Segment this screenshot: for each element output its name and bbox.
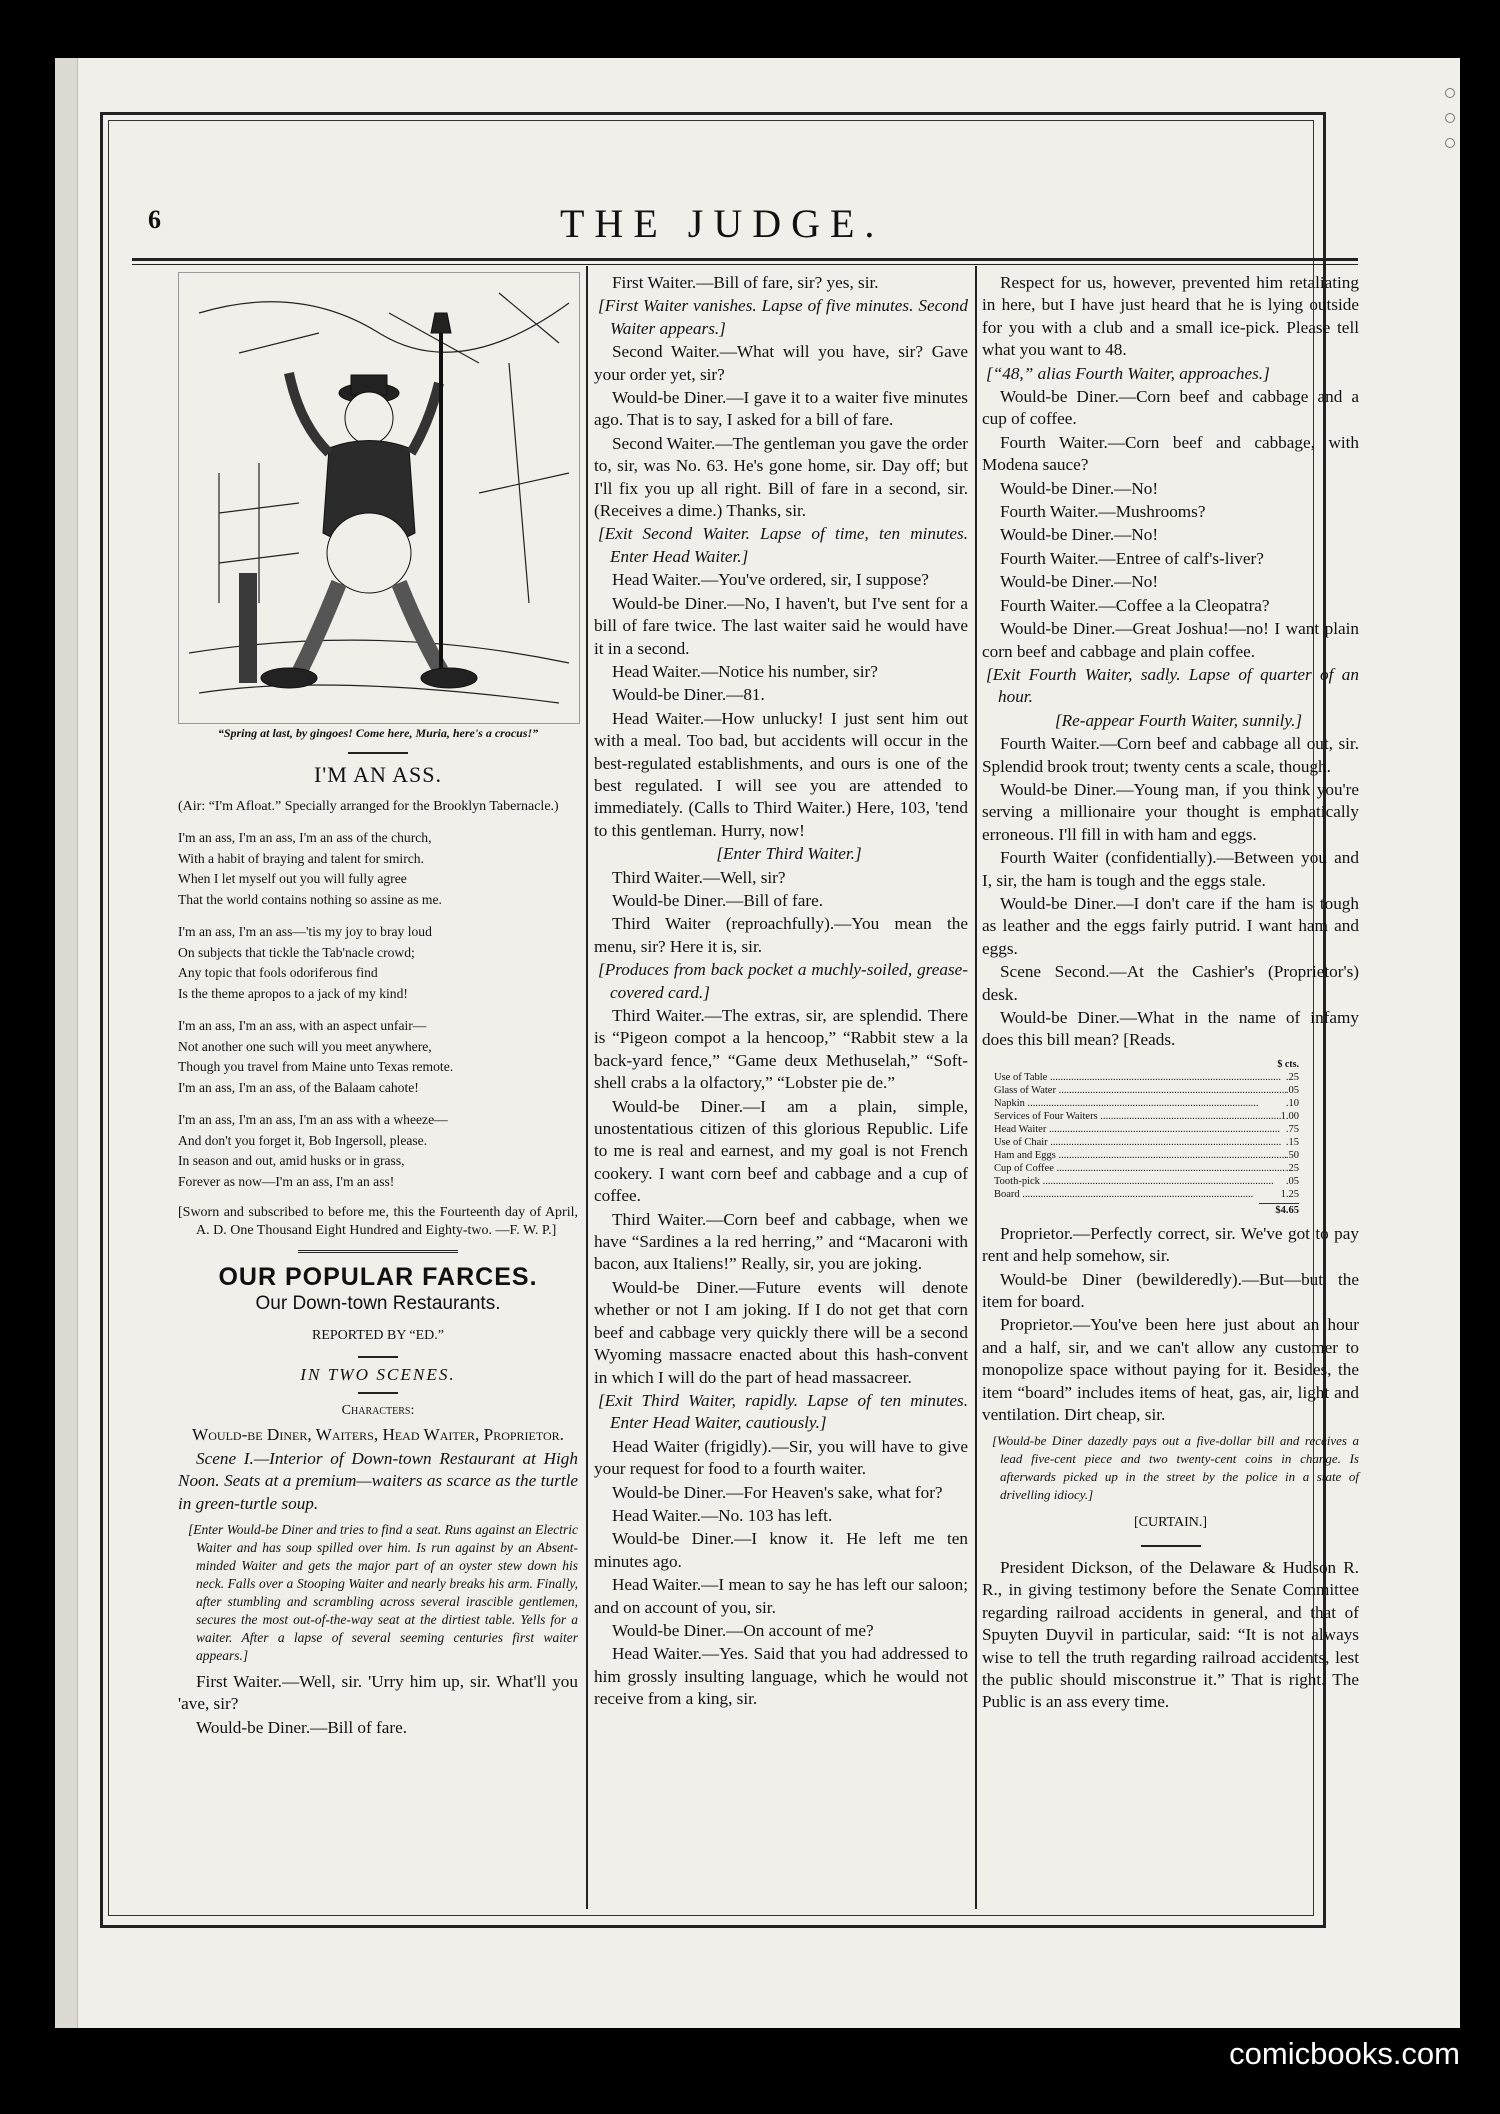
dialogue-line: Would-be Diner.—Corn beef and cabbage and a cup of coffee.	[982, 387, 1359, 429]
dialogue-line: Head Waiter.—You've ordered, sir, I suppose?	[612, 570, 929, 590]
dialogue-line: Would-be Diner.—I am a plain, simple, unostentatious citizen of this glorious Republic. Life to me is real and earnest, and my goal is not French cookery. I want corn beef and cabbage and a cup of coffee.	[594, 1096, 968, 1206]
poem-attestation: [Sworn and subscribed to before me, this the Fourteenth day of April, A. D. One Thousand Eight Hundred and Eighty-two. —F. W. P.]	[178, 1205, 578, 1239]
dialogue-line: Head Waiter.—Yes. Said that you had addressed to him grossly insulting language, which he would not receive from a king, sir.	[594, 1644, 968, 1709]
poem-line: With a habit of braying and talent for smirch.	[178, 850, 424, 866]
bill-item-amount: 1.00	[1280, 1110, 1299, 1122]
dialogue-line: Head Waiter.—I mean to say he has left our saloon; and on account of you, sir.	[594, 1575, 968, 1617]
bill-row	[994, 1162, 1299, 1175]
dialogue-line: Would-be Diner.—I know it. He left me ten minutes ago.	[594, 1529, 968, 1571]
poem-line: I'm an ass, I'm an ass, I'm an ass of the church,	[178, 830, 432, 846]
news-item: President Dickson, of the Delaware & Hudson R. R., in giving testimony before the Senate Committee regarding railroad accidents in general, and that of Spuyten Duyvil in particular, said: “It is not always wise to tell the truth regarding railroad accidents, lest the public should misconstrue it.” That is right. The Public is an ass every time.	[982, 1557, 1359, 1712]
dialogue-line: First Waiter.—Well, sir. 'Urry him up, sir. What'll you 'ave, sir?	[178, 1672, 578, 1714]
bill-item-amount: 1.25	[1280, 1188, 1299, 1200]
stage-direction: [Enter Would-be Diner and tries to find a seat. Runs against an Electric Waiter and has soup spilled over him. Is run against by an Absent-minded Waiter and gets the major part of an oyster stew down his neck. Falls over a Stooping Waiter and nearly breaks his arm. Finally, after stumbling and scrambling across several irascible gentlemen, secures the most out-of-the-way seat at the dirtiest table. Yells for a waiter. After a lapse of several seeming centuries first waiter appears.]	[188, 1522, 578, 1664]
bill-row	[994, 1136, 1299, 1149]
bill-row	[994, 1084, 1299, 1097]
bill-header: $ cts.	[1277, 1058, 1299, 1070]
dialogue-line: Would-be Diner (bewilderedly).—But—but the item for board.	[982, 1269, 1359, 1312]
bill-row	[994, 1110, 1299, 1123]
poem-stanzas	[178, 828, 578, 1192]
bill-row	[994, 1123, 1299, 1136]
section-rule	[358, 1392, 398, 1394]
masthead-title: THE JUDGE.	[560, 201, 885, 246]
bill-item-label: Cup of Coffee .....	[994, 1162, 1286, 1175]
stage-direction: [Re-appear Fourth Waiter, sunnily.]	[1054, 710, 1303, 730]
dialogue-line: Head Waiter (frigidly).—Sir, you will have to give your request for food to a fourth waiter.	[594, 1436, 968, 1479]
cartoon-drawing	[179, 273, 579, 723]
bill-item-label: Board .....	[994, 1188, 1253, 1201]
dialogue-line: Would-be Diner.—I gave it to a waiter five minutes ago. That is to say, I asked for a bill of fare.	[594, 388, 968, 430]
bill-item-label: Napkin .....	[994, 1097, 1259, 1110]
dialogue-line: Proprietor.—Perfectly correct, sir. We've got to pay rent and help somehow, sir.	[982, 1223, 1359, 1266]
stage-direction: [Exit Fourth Waiter, sadly. Lapse of quarter of an hour.	[986, 664, 1359, 707]
final-stage-direction: [Would-be Diner dazedly pays out a five-dollar bill and receives a lead five-cent piece and two twenty-cent coins in change. Is afterwards picked up in the street by the police in a state of drivelling idiocy.]	[992, 1433, 1359, 1503]
dialogue-line: Would-be Diner.—For Heaven's sake, what for?	[612, 1482, 943, 1502]
cartoon-caption: “Spring at last, by gingoes! Come here, Muria, here's a crocus!”	[217, 726, 539, 740]
dialogue-line: Proprietor.—You've been here just about an hour and a half, sir, and we can't allow any customer to monopolize space without paying for it. Besides, the item “board” includes items of heat, gas, air, light and ventilation. Dirt cheap, sir.	[982, 1315, 1359, 1425]
bill-row	[994, 1175, 1299, 1188]
dialogue-line: Second Waiter.—The gentleman you gave the order to, sir, was No. 63. He's gone home, sir. Day off; but I'll fix you up all right. Bill of fare in a second, sir. (Receives a dime.) Thanks, sir.	[594, 433, 968, 521]
stage-direction: [“48,” alias Fourth Waiter, approaches.]	[986, 363, 1270, 383]
bill-row	[994, 1149, 1299, 1162]
section-rule	[298, 1250, 458, 1256]
bill-row	[994, 1071, 1299, 1084]
dialogue-line: Would-be Diner.—I don't care if the ham is tough as leather and the eggs fairly putrid. I want ham and eggs.	[982, 893, 1359, 958]
poem-stanza	[178, 922, 578, 1004]
poem-line: I'm an ass, I'm an ass, I'm an ass with a wheeze—	[178, 1112, 448, 1128]
poem-line: In season and out, amid husks or in grass,	[178, 1153, 405, 1169]
dialogue-line: Scene Second.—At the Cashier's (Proprietor's) desk.	[982, 962, 1359, 1004]
bill-item-amount: .05	[1285, 1175, 1299, 1187]
column-1	[178, 272, 578, 1740]
poem-stanza	[178, 1110, 578, 1192]
dialogue-line: Third Waiter.—Corn beef and cabbage, when we have “Sardines a la red herring,” and “Macaroni with bacon, aux Italiens!” Really, sir, you are joking.	[594, 1209, 968, 1274]
poem-stanza	[178, 828, 578, 910]
stage-direction: [Produces from back pocket a muchly-soiled, grease-covered card.]	[598, 960, 968, 1002]
bill-item-amount: .75	[1285, 1123, 1299, 1135]
scene-one-setting: Scene I.—Interior of Down-town Restaurant at High Noon. Seats at a premium—waiters as scarce as the turtle in green-turtle soup.	[178, 1448, 578, 1513]
poem-line: Not another one such will you meet anywhere,	[178, 1038, 432, 1054]
stage-direction: [Exit Second Waiter. Lapse of time, ten minutes. Enter Head Waiter.]	[598, 524, 968, 566]
poem-line: Is the theme apropos to a jack of my kind!	[178, 985, 408, 1001]
farce-title: OUR POPULAR FARCES.	[218, 1263, 538, 1292]
poem-line: When I let myself out you will fully agree	[178, 871, 407, 887]
column-3-dialogue	[982, 272, 1359, 1052]
poem-line: Though you travel from Maine unto Texas remote.	[178, 1059, 454, 1075]
dialogue-line: Head Waiter.—No. 103 has left.	[612, 1505, 833, 1525]
dialogue-line: Head Waiter.—How unlucky! I just sent him out with a meal. Too bad, but accidents will occur in the best-regulated establishments, and ours is one of the best regulated. I will see you are attended to immediately. (Calls to Third Waiter.) Here, 103, 'tend to this gentleman. Hurry, now!	[594, 708, 968, 840]
dialogue-line: Would-be Diner.—Great Joshua!—no! I want plain corn beef and cabbage and plain coffee.	[982, 619, 1359, 661]
poem-line: That the world contains nothing so assine as me.	[178, 891, 442, 907]
column-divider	[975, 266, 977, 1909]
dialogue-line: Third Waiter.—Well, sir?	[612, 867, 786, 887]
poem-line: I'm an ass, I'm an ass, with an aspect unfair—	[178, 1018, 427, 1034]
dialogue-line: Would-be Diner.—Young man, if you think you're serving a millionaire your thought is emphatically erroneous. I'll fill in with ham and eggs.	[982, 779, 1359, 844]
bill-item-label: Use of Table .....	[994, 1071, 1281, 1084]
poem-line: I'm an ass, I'm an ass, of the Balaam cahote!	[178, 1079, 419, 1095]
dialogue-line: Would-be Diner.—No, I haven't, but I've sent for a bill of fare twice. The last waiter said he would have it in a second.	[594, 593, 968, 658]
poem-line: Any topic that fools odoriferous find	[178, 965, 378, 981]
bill-row	[994, 1188, 1299, 1201]
dialogue-line: First Waiter.—Bill of fare, sir? yes, sir.	[612, 273, 879, 292]
dialogue-line: Would-be Diner.—No!	[1000, 525, 1159, 545]
column-3	[982, 272, 1359, 1715]
poem-title: I'M AN ASS.	[313, 762, 443, 787]
bill-item-label: Services of Four Waiters .....	[994, 1110, 1281, 1123]
bill-total: $4.65	[1259, 1203, 1299, 1217]
poem-stanza	[178, 1016, 578, 1098]
poem-line: On subjects that tickle the Tab'nacle crowd;	[178, 944, 415, 960]
bill-item-label: Head Waiter .....	[994, 1123, 1280, 1136]
watermark: comicbooks.com	[1229, 2036, 1460, 2071]
corner-dot	[1445, 88, 1455, 98]
dialogue-line: Fourth Waiter.—Corn beef and cabbage, with Modena sauce?	[982, 432, 1359, 475]
column-3-dialogue-continued	[982, 1223, 1359, 1427]
bill-item-label: Glass of Water .....	[994, 1084, 1286, 1097]
dialogue-line: Fourth Waiter.—Mushrooms?	[1000, 502, 1206, 522]
poem-line: I'm an ass, I'm an ass—'tis my joy to bray loud	[178, 924, 432, 940]
bill-item-amount: .25	[1285, 1071, 1299, 1083]
dialogue-line: Second Waiter.—What will you have, sir? Gave your order yet, sir?	[594, 342, 968, 384]
dialogue-line: Third Waiter (reproachfully).—You mean the menu, sir? Here it is, sir.	[594, 914, 968, 956]
dialogue-line: Fourth Waiter.—Coffee a la Cleopatra?	[1000, 595, 1270, 615]
characters-list: Would-be Diner, Waiters, Head Waiter, Proprietor.	[192, 1425, 564, 1445]
poem-air-note: (Air: “I'm Afloat.” Specially arranged for the Brooklyn Tabernacle.)	[178, 799, 559, 815]
section-rule	[1141, 1545, 1201, 1547]
bill-items	[994, 1071, 1299, 1201]
farce-byline: REPORTED BY “ED.”	[311, 1328, 444, 1344]
farce-scenes-label: IN TWO SCENES.	[300, 1364, 456, 1384]
dialogue-line: Would-be Diner.—81.	[612, 685, 765, 705]
poem-line: Forever as now—I'm an ass, I'm an ass!	[178, 1173, 395, 1189]
farce-subtitle: Our Down-town Restaurants.	[255, 1292, 501, 1314]
stage-direction: [First Waiter vanishes. Lapse of five minutes. Second Waiter appears.]	[598, 296, 968, 338]
dialogue-line: Third Waiter.—The extras, sir, are splendid. There is “Pigeon compot a la hencoop,” “Rabbit stew a la back-yard fence,” “Game deux Methuselah,” “Soft-shell crabs a la olfactory,” “Lobster pie de.”	[594, 1006, 968, 1093]
dialogue-line: Would-be Diner.—No!	[1000, 478, 1159, 498]
corner-dot	[1445, 113, 1455, 123]
bill-item-amount: .25	[1285, 1162, 1299, 1174]
dialogue-line: Would-be Diner.—On account of me?	[612, 1620, 874, 1640]
bill-item-amount: .50	[1285, 1149, 1299, 1161]
page-binding-edge	[55, 58, 78, 2028]
characters-label: Characters:	[341, 1403, 415, 1419]
bill-item-label: Tooth-pick .....	[994, 1175, 1274, 1188]
column-divider	[586, 266, 588, 1909]
dialogue-line: Fourth Waiter.—Entree of calf's-liver?	[1000, 548, 1264, 568]
dialogue-line: Head Waiter.—Notice his number, sir?	[612, 661, 878, 681]
cartoon-illustration	[178, 272, 580, 724]
bill-row	[994, 1097, 1299, 1110]
dialogue-line: Fourth Waiter (confidentially).—Between you and I, sir, the ham is tough and the eggs stale.	[982, 848, 1359, 890]
stage-direction: [Exit Third Waiter, rapidly. Lapse of ten minutes. Enter Head Waiter, cautiously.]	[598, 1390, 968, 1433]
corner-dot	[1445, 138, 1455, 148]
bill-item-amount: .05	[1285, 1084, 1299, 1096]
restaurant-bill	[994, 1058, 1299, 1217]
dialogue-line: Fourth Waiter.—Corn beef and cabbage all out, sir. Splendid brook trout; twenty cents a scale, though.	[982, 734, 1359, 776]
dialogue-line: Respect for us, however, prevented him retaliating in here, but I have just heard that he is lying outside for you with a club and a small ice-pick. Please tell what you want to 48.	[982, 273, 1359, 360]
dialogue-line: Would-be Diner.—Bill of fare.	[612, 890, 824, 910]
curtain-label: [CURTAIN.]	[1133, 1515, 1208, 1531]
stage-direction: [Enter Third Waiter.]	[716, 844, 862, 864]
bill-item-label: Ham and Eggs .....	[994, 1149, 1286, 1162]
section-rule	[358, 1356, 398, 1358]
column-1-dialogue	[178, 1671, 578, 1739]
page-number: 6	[148, 205, 161, 234]
column-2-dialogue	[594, 272, 968, 1711]
dialogue-line: Would-be Diner.—Bill of fare.	[196, 1717, 408, 1737]
dialogue-line: Would-be Diner.—No!	[1000, 572, 1159, 592]
section-rule	[348, 752, 408, 754]
bill-item-amount: .10	[1285, 1097, 1299, 1109]
bill-item-label: Use of Chair .....	[994, 1136, 1281, 1149]
column-2	[594, 272, 968, 1712]
dialogue-line: Would-be Diner.—Future events will denote whether or not I am joking. If I do not get that corn beef and cabbage very quickly there will be a second Wyoming massacre enacted about this hash-convent in which I will do the part of head massacreer.	[594, 1277, 968, 1387]
header-rule	[132, 258, 1358, 265]
bill-item-amount: .15	[1285, 1136, 1299, 1148]
dialogue-line: Would-be Diner.—What in the name of infamy does this bill mean? [Reads.	[982, 1008, 1359, 1050]
poem-line: And don't you forget it, Bob Ingersoll, please.	[178, 1132, 428, 1148]
